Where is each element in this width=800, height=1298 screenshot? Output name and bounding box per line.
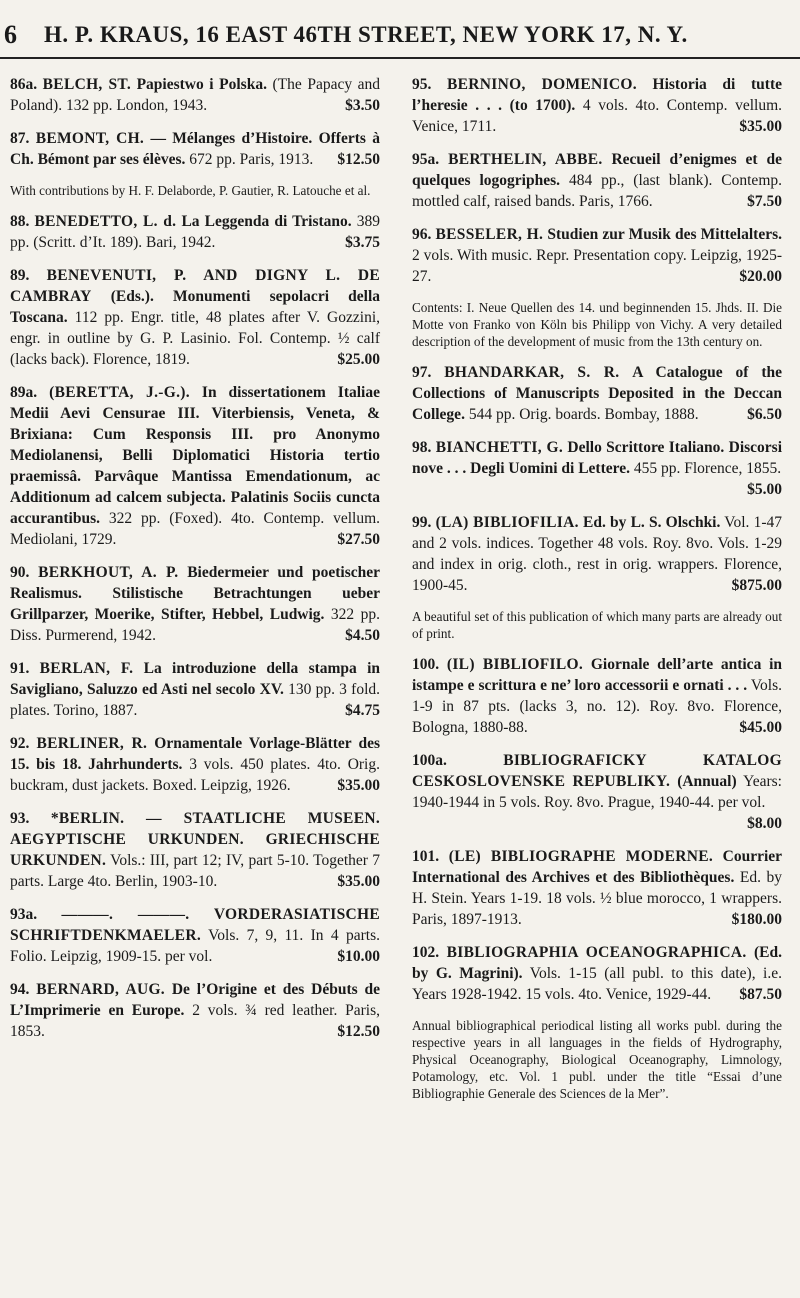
catalogue-entry: [10, 128, 380, 170]
entry-title: (Eds.). Monumenti sepolacri della Toscana.: [10, 288, 380, 326]
entry-title: Papiestwo i Polska.: [136, 76, 267, 93]
entry-author: BIBLIOGRAFICKY KATALOG CESKOSLOVENSKE REPUBLIKY.: [412, 752, 783, 790]
entry-author: *BERLIN. — STAATLICHE MUSEEN. AEGYPTISCHE URKUNDEN. GRIECHISCHE URKUNDEN.: [10, 810, 381, 869]
entry-author: BIANCHETTI, G.: [435, 439, 564, 456]
entry-title: Ornamentale Vorlage-Blätter des 15. bis 18. Jahrhunderts.: [10, 735, 381, 773]
entry-number: 96.: [412, 226, 432, 243]
entry-price: $3.75: [345, 234, 380, 251]
catalogue-entry: [412, 362, 782, 425]
entry-price: $12.50: [337, 151, 380, 168]
entry-author: BELCH, ST.: [42, 76, 132, 93]
entry-number: 100.: [412, 656, 440, 673]
entry-number: 95.: [412, 76, 432, 93]
catalogue-entry: [412, 750, 782, 834]
entry-details: Ed. by H. Stein. Years 1-19. 18 vols. ½ blue morocco, 1 wrappers. Paris, 1897-1913.: [412, 869, 783, 928]
entry-number: 93.: [10, 810, 30, 827]
entry-note: Contents: I. Neue Quellen des 14. und beginnenden 15. Jhds. II. Die Motte von Franko von Köln bis Philipp von Vichy. A very detailed description of the development of music from the 13th century on.: [412, 300, 782, 349]
entry-price: $35.00: [337, 777, 380, 794]
catalogue-entry: [412, 224, 782, 287]
entry-details: 2 vols. With music. Repr. Presentation copy. Leipzig, 1925-27.: [412, 247, 782, 285]
entry-price: $5.00: [747, 481, 782, 498]
entry-details: 544 pp. Orig. boards. Bombay, 1888.: [468, 406, 699, 423]
entry-title: La Leggenda di Tristano.: [181, 213, 352, 230]
entry-details: 484 pp., (last blank). Contemp. mottled calf, raised bands. Paris, 1766.: [412, 172, 782, 210]
catalogue-entry: [10, 904, 380, 967]
entry-price: $45.00: [739, 719, 782, 736]
entry-price: $35.00: [337, 873, 380, 890]
entry-details: 4 vols. 4to. Contemp. vellum. Venice, 1711.: [412, 97, 783, 135]
entry-number: 99.: [412, 514, 432, 531]
entry-title: Giornale dell’arte antica in istampe e scrittura e ne’ loro accessorii e ornati . . .: [412, 656, 783, 694]
entry-price: $7.50: [747, 193, 782, 210]
entry-number: 90.: [10, 564, 30, 581]
entry-price: $4.50: [345, 627, 380, 644]
entry-price: $35.00: [739, 118, 782, 135]
entry-details: Vols.: III, part 12; IV, part 5-10. Together 7 parts. Large 4to. Berlin, 1903-10.: [10, 852, 380, 890]
running-head: [0, 14, 800, 54]
catalogue-entry: [10, 265, 380, 370]
entry-price: $12.50: [337, 1023, 380, 1040]
entry-title: A Catalogue of the Collections of Manuscripts Deposited in the Deccan College.: [412, 364, 783, 423]
catalogue-entry: [412, 512, 782, 596]
entry-title: — Mélanges d’Histoire. Offerts à Ch. Bémont par ses élèves.: [10, 130, 380, 168]
entry-price: $6.50: [747, 406, 782, 423]
entry-title: (Annual): [677, 773, 737, 790]
catalogue-entry: [10, 74, 380, 116]
entry-author: (BERETTA, J.-G.).: [49, 384, 190, 401]
entry-number: 98.: [412, 439, 432, 456]
entry-number: 86a.: [10, 76, 38, 93]
entry-details: (The Papacy and Poland). 132 pp. London, 1943.: [10, 76, 381, 114]
entry-title: (Ed. by G. Magrini).: [412, 944, 782, 982]
entry-author: (IL) BIBLIOFILO.: [446, 656, 584, 673]
entry-author: BERLINER, R.: [36, 735, 148, 752]
entry-author: BESSELER, H.: [435, 226, 544, 243]
entry-title: In dissertationem Italiae Medii Aevi Censurae III. Viterbiensis, Veneta, & Brixiana: Cum Responsis III. pro Anonymo Mediolanensi, Belli Diplomatici Historia tertio praemissâ. Parvâque Mantissa Emendationum, ac Additionum ad calcem subjecta. Palatinis Sociis cuncta accurantibus.: [10, 384, 380, 527]
entry-title: Dello Scrittore Italiano. Discorsi nove . . . Degli Uomini di Lettere.: [412, 439, 783, 477]
entry-number: 95a.: [412, 151, 440, 168]
entry-title: La introduzione della stampa in Savigliano, Saluzzo ed Asti nel secolo XV.: [10, 660, 381, 698]
entry-price: $4.75: [345, 702, 380, 719]
entry-details: 389 pp. (Scritt. d’It. 189). Bari, 1942.: [10, 213, 381, 251]
entry-number: 88.: [10, 213, 30, 230]
entry-number: 89a.: [10, 384, 38, 401]
entry-price: $180.00: [731, 911, 782, 928]
catalogue-entry: [10, 979, 380, 1042]
entry-author: (LE) BIBLIOGRAPHE MODERNE.: [448, 848, 714, 865]
entry-details: 2 vols. ¾ red leather. Paris, 1853.: [10, 1002, 380, 1040]
entry-price: $10.00: [337, 948, 380, 965]
entry-details: Vols. 1-9 in 87 pts. (lacks 3, no. 12). Roy. 8vo. Florence, Bologna, 1880-88.: [412, 677, 782, 736]
entry-author: BENEDETTO, L. d.: [34, 213, 177, 230]
entry-title: Courrier International des Archives et des Bibliothèques.: [412, 848, 783, 886]
catalogue-entry: [412, 846, 782, 930]
entry-price: $20.00: [739, 268, 782, 285]
entry-note: With contributions by H. F. Delaborde, P. Gautier, R. Latouche et al.: [10, 183, 371, 198]
entry-number: 89.: [10, 267, 30, 284]
catalogue-entry: [10, 658, 380, 721]
entry-author: BERNINO, DOMENICO.: [447, 76, 637, 93]
entry-details: Vol. 1-47 and 2 vols. indices. Together 48 vols. Roy. 8vo. Vols. 1-29 and index in orig. cloth., rest in orig. wrappers. Florence, 1900-45.: [412, 514, 783, 594]
entry-title: Studien zur Musik des Mittelalters.: [547, 226, 782, 243]
page-number: 6: [4, 20, 17, 49]
entry-number: 91.: [10, 660, 30, 677]
entry-number: 102.: [412, 944, 440, 961]
entry-price: $3.50: [345, 97, 380, 114]
catalogue-entry: [10, 808, 380, 892]
entry-author: BEMONT, CH.: [35, 130, 145, 147]
header-text: H. P. KRAUS, 16 EAST 46TH STREET, NEW YORK 17, N. Y.: [44, 22, 688, 47]
entry-price: $87.50: [739, 986, 782, 1003]
entry-number: 87.: [10, 130, 30, 147]
catalogue-entry: [10, 382, 380, 550]
entry-title: Ed. by L. S. Olschki.: [583, 514, 721, 531]
catalogue-entry: [412, 149, 782, 212]
entry-details: Vols. 1-15 (all publ. to this date), i.e. Years 1928-1942. 15 vols. 4to. Venice, 1929-44.: [412, 965, 782, 1003]
catalogue-entry: [412, 942, 782, 1005]
entry-price: $27.50: [337, 531, 380, 548]
entry-details: 3 vols. 450 plates. 4to. Orig. buckram, dust jackets. Boxed. Leipzig, 1926.: [10, 756, 380, 794]
entry-details: 672 pp. Paris, 1913.: [189, 151, 314, 168]
entry-author: BIBLIOGRAPHIA OCEANOGRAPHICA.: [446, 944, 747, 961]
entry-details: 455 pp. Florence, 1855.: [633, 460, 782, 477]
entry-author: BERNARD, AUG.: [36, 981, 165, 998]
entry-author: ———. ———. VORDERASIATISCHE SCHRIFTDENKMAELER.: [10, 906, 380, 944]
entry-note: A beautiful set of this publication of which many parts are already out of print.: [412, 609, 782, 641]
catalogue-entry: [412, 74, 782, 137]
entry-author: (LA) BIBLIOFILIA.: [435, 514, 579, 531]
entry-author: BENEVENUTI, P. AND DIGNY L. DE CAMBRAY: [10, 267, 381, 305]
header-rule: [0, 57, 800, 59]
entry-number: 93a.: [10, 906, 38, 923]
entry-author: BERKHOUT, A. P.: [38, 564, 179, 581]
entry-number: 100a.: [412, 752, 447, 769]
entry-number: 92.: [10, 735, 30, 752]
entry-details: 112 pp. Engr. title, 48 plates after V. Gozzini, engr. in outline by G. P. Lasinio. Fol. Contemp. ½ calf (lacks back). Florence, 1819.: [10, 309, 380, 368]
catalogue-entry: [10, 211, 380, 253]
entry-title: De l’Origine et des Débuts de L’Imprimerie en Europe.: [10, 981, 381, 1019]
catalogue-entry: [10, 562, 380, 646]
entry-author: BERTHELIN, ABBE.: [448, 151, 603, 168]
catalogue-entry: [412, 654, 782, 738]
entry-number: 101.: [412, 848, 440, 865]
left-column: [10, 74, 380, 1054]
catalogue-entry: [10, 733, 380, 796]
entry-price: $25.00: [337, 351, 380, 368]
entry-author: BHANDARKAR, S. R.: [444, 364, 620, 381]
entry-number: 97.: [412, 364, 432, 381]
entry-price: $875.00: [731, 577, 782, 594]
entry-details: Vols. 7, 9, 11. In 4 parts. Folio. Leipzig, 1909-15. per vol.: [10, 927, 380, 965]
entry-details: 322 pp. Diss. Purmerend, 1942.: [10, 606, 380, 644]
entry-note: Annual bibliographical periodical listing all works publ. during the respective years in all languages in the fields of Hydrography, Physical Oceanography, Biological Oceanography, Limnology, Potamology, etc. Vol. 1 publ. under the title “Essai d’une Bibliographie Generale des Sciences de la Mer”.: [412, 1018, 782, 1101]
entry-details: 322 pp. (Foxed). 4to. Contemp. vellum. Mediolani, 1729.: [10, 510, 381, 548]
entry-title: Recueil d’enigmes et de quelques logogriphes.: [412, 151, 783, 189]
entry-author: BERLAN, F.: [39, 660, 134, 677]
entry-details: Years: 1940-1944 in 5 vols. Roy. 8vo. Prague, 1940-44. per vol.: [412, 773, 782, 811]
entry-title: Biedermeier und poetischer Realismus. Stilistische Betrachtungen ueber Grillparzer, Moerike, Stifter, Hebbel, Ludwig.: [10, 564, 381, 623]
entry-price: $8.00: [747, 815, 782, 832]
entry-title: Historia di tutte l’heresie . . . (to 1700).: [412, 76, 782, 114]
entry-number: 94.: [10, 981, 30, 998]
entry-details: 130 pp. 3 fold. plates. Torino, 1887.: [10, 681, 380, 719]
catalogue-entry: [412, 437, 782, 500]
right-column: [412, 74, 782, 1114]
